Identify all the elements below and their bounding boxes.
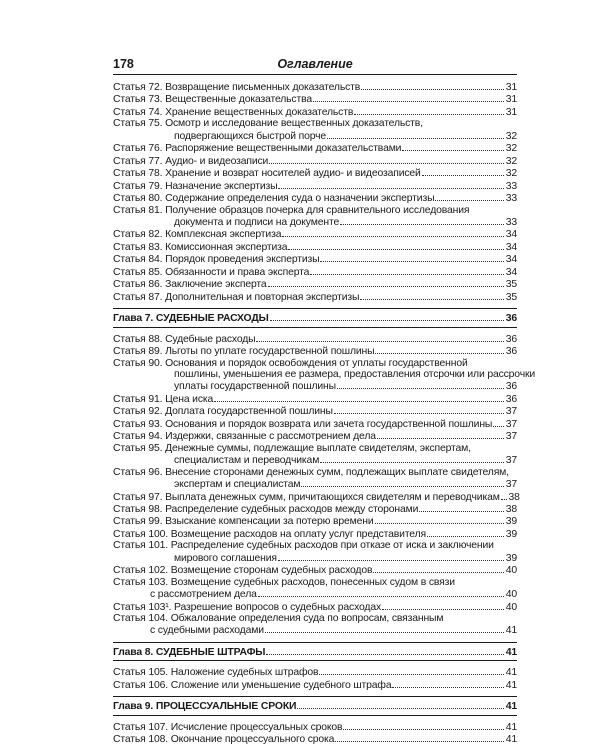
- toc-line-text: Статья 88. Судебные расходы: [113, 333, 256, 345]
- dot-leader: [361, 81, 504, 90]
- toc-line-text: специалистам и переводчикам: [174, 455, 320, 467]
- toc-entry: [113, 679, 517, 691]
- toc-entry: [113, 528, 517, 540]
- toc-page-number: 32: [505, 130, 517, 142]
- dot-leader: [377, 430, 504, 439]
- dot-leader: [354, 106, 504, 115]
- toc-line: [113, 393, 517, 405]
- dot-leader: [214, 393, 504, 402]
- toc-page-number: 41: [505, 667, 517, 679]
- toc-line-text: Статья 89. Льготы по уплате государственной пошлины: [113, 346, 375, 358]
- dot-leader: [288, 241, 504, 250]
- toc-page-number: 31: [505, 94, 517, 106]
- toc-entry: [113, 180, 517, 192]
- toc-entry: [113, 93, 517, 105]
- dot-leader: [278, 552, 504, 561]
- dot-leader: [337, 380, 504, 389]
- dot-leader: [319, 666, 504, 675]
- toc-line-text: Статья 85. Обязанности и права эксперта: [113, 266, 310, 278]
- toc-page-number: 41: [505, 679, 517, 691]
- dot-leader: [266, 646, 504, 655]
- toc-line-text: Статья 105. Наложение судебных штрафов: [113, 667, 319, 679]
- toc-line-text: Статья 84. Порядок проведения экспертизы: [113, 254, 320, 266]
- toc-entry: [113, 418, 517, 430]
- toc-line: [113, 478, 517, 490]
- toc-page-number: 37: [505, 406, 517, 418]
- toc-line: [113, 491, 520, 503]
- toc-page-number: 38: [505, 503, 517, 515]
- dot-leader: [493, 418, 504, 427]
- dot-leader: [270, 312, 504, 321]
- toc-line-text: Статья 99. Взыскание компенсации за потерю времени: [113, 516, 374, 528]
- toc-chapter-heading: [113, 308, 517, 327]
- toc-line: [113, 405, 517, 417]
- toc-page-number: 35: [505, 291, 517, 303]
- dot-leader: [310, 266, 504, 275]
- toc-page-number: 32: [505, 143, 517, 155]
- toc-line-text: Статья 104. Обжалование определения суда по вопросам, связанным: [113, 613, 444, 625]
- toc-page-number: 38: [508, 491, 520, 503]
- toc-line: [113, 278, 517, 290]
- toc-page-number: 41: [505, 734, 517, 746]
- dot-leader: [269, 155, 504, 164]
- toc-entry: [113, 601, 517, 613]
- toc-page-number: 36: [505, 346, 517, 358]
- toc-line-text: Статья 79. Назначение экспертизы: [113, 180, 278, 192]
- toc-line-text: уплаты государственной пошлины: [174, 381, 336, 393]
- toc-line: [113, 180, 517, 192]
- toc-line: [113, 253, 517, 265]
- toc-entry: [113, 515, 517, 527]
- dot-leader: [340, 216, 504, 225]
- toc-entry: [113, 253, 517, 265]
- toc-page-number: 40: [505, 601, 517, 613]
- toc-line-text: Статья 78. Хранение и возврат носителей аудио- и видеозаписей: [113, 168, 421, 180]
- toc-line: [113, 646, 517, 658]
- toc-line-text: документа и подписи на документе: [174, 216, 340, 228]
- toc-line-text: Статья 98. Распределение судебных расходов между сторонами: [113, 503, 419, 515]
- dot-leader: [419, 503, 504, 512]
- toc-line-text: Глава 8. СУДЕБНЫЕ ШТРАФЫ: [113, 646, 266, 658]
- toc-page-number: 36: [505, 333, 517, 345]
- dot-leader: [373, 564, 504, 573]
- dot-leader: [435, 192, 504, 201]
- toc-page-number: 33: [505, 193, 517, 205]
- toc-line-text: Статья 94. Издержки, связанные с рассмотрением дела: [113, 431, 376, 443]
- toc-page-number: 37: [505, 479, 517, 491]
- dot-leader: [258, 588, 504, 597]
- toc-line-text: Статья 95. Денежные суммы, подлежащие выплате свидетелям, экспертам,: [113, 442, 471, 454]
- page-number: 178: [113, 57, 134, 71]
- dot-leader: [320, 454, 504, 463]
- toc-line: [113, 528, 517, 540]
- table-of-contents: [113, 81, 536, 746]
- toc-line: [113, 666, 517, 678]
- dot-leader: [268, 278, 505, 287]
- toc-entry: [113, 345, 517, 357]
- dot-leader: [335, 733, 504, 742]
- dot-leader: [282, 228, 504, 237]
- toc-line: [113, 564, 517, 576]
- toc-entry: [113, 503, 517, 515]
- toc-page-number: 40: [505, 589, 517, 601]
- toc-line-text: Статья 102. Возмещение сторонам судебных расходов: [113, 565, 373, 577]
- toc-line: [113, 93, 517, 105]
- toc-line: [113, 81, 517, 93]
- toc-line: [113, 333, 517, 345]
- toc-page-number: 32: [505, 155, 517, 167]
- toc-line: [113, 312, 517, 324]
- toc-page-number: 36: [505, 313, 517, 325]
- toc-entry: [113, 443, 517, 467]
- toc-page-number: 31: [505, 82, 517, 93]
- dot-leader: [375, 515, 504, 524]
- toc-line-text: Статья 87. Дополнительная и повторная экспертизы: [113, 291, 360, 303]
- dot-leader: [501, 491, 507, 500]
- toc-page-number: 34: [505, 229, 517, 241]
- toc-line-text: с рассмотрением дела: [150, 589, 257, 601]
- toc-line: [113, 228, 517, 240]
- toc-page-number: 41: [505, 625, 517, 637]
- toc-line: [113, 266, 517, 278]
- toc-page-number: 40: [505, 565, 517, 577]
- toc-line-text: подвергающихся быстрой порче: [174, 130, 327, 142]
- toc-line: [113, 552, 517, 564]
- toc-line-text: мирового соглашения: [174, 552, 277, 564]
- toc-line-text: Статья 93. Основания и порядок возврата или зачета государственной пошлины: [113, 418, 493, 430]
- toc-entry: [113, 721, 517, 733]
- toc-entry: [113, 205, 517, 229]
- dot-leader: [422, 167, 504, 176]
- toc-line-text: Статья 108. Окончание процессуального срока: [113, 734, 335, 746]
- toc-entry: [113, 106, 517, 118]
- toc-line: [113, 418, 517, 430]
- toc-page-number: 34: [505, 241, 517, 253]
- toc-page-number: 36: [505, 393, 517, 405]
- toc-page-number: 34: [505, 254, 517, 266]
- dot-leader: [265, 624, 504, 633]
- toc-entry: [113, 467, 517, 491]
- toc-line-text: Статья 103. Возмещение судебных расходов, понесенных судом в связи: [113, 576, 455, 588]
- toc-line-text: Статья 86. Заключение эксперта: [113, 279, 267, 291]
- toc-entry: [113, 118, 517, 142]
- toc-entry: [113, 241, 517, 253]
- toc-line-text: с судебными расходами: [150, 625, 264, 637]
- toc-line-text: Статья 77. Аудио- и видеозаписи: [113, 155, 269, 167]
- toc-line-text: Статья 81. Получение образцов почерка для сравнительного исследования: [113, 204, 470, 216]
- toc-entry: [113, 666, 517, 678]
- toc-line: [113, 515, 517, 527]
- toc-entry: [113, 564, 517, 576]
- toc-page-number: 39: [505, 516, 517, 528]
- toc-line-text: Статья 103¹. Разрешение вопросов о судебных расходах: [113, 601, 382, 613]
- dot-leader: [313, 93, 504, 102]
- toc-page-number: 33: [505, 180, 517, 192]
- toc-line: [113, 733, 517, 745]
- toc-entry: [113, 81, 517, 93]
- toc-line: [113, 167, 517, 179]
- toc-entry: [113, 613, 517, 637]
- toc-line-text: Статья 96. Внесение сторонами денежных сумм, подлежащих выплате свидетелям,: [113, 466, 509, 478]
- toc-entry: [113, 192, 517, 204]
- toc-line-text: Статья 83. Комиссионная экспертиза: [113, 241, 288, 253]
- toc-line-text: Статья 73. Вещественные доказательства: [113, 94, 312, 106]
- toc-chapter-heading: [113, 696, 517, 715]
- dot-leader: [343, 721, 504, 730]
- toc-line: [113, 155, 517, 167]
- toc-line-text: экспертам и специалистам: [174, 479, 301, 491]
- toc-line: [113, 291, 517, 303]
- toc-line: [113, 679, 517, 691]
- dot-leader: [278, 180, 504, 189]
- toc-line: [113, 601, 517, 613]
- toc-line-text: Статья 92. Доплата государственной пошлины: [113, 406, 333, 418]
- toc-entry: [113, 430, 517, 442]
- dot-leader: [427, 528, 504, 537]
- dot-leader: [375, 345, 504, 354]
- dot-leader: [382, 601, 504, 610]
- dot-leader: [334, 405, 504, 414]
- toc-line: [113, 241, 517, 253]
- toc-page-number: 37: [505, 431, 517, 443]
- toc-entry: [113, 167, 517, 179]
- toc-page-number: 39: [505, 528, 517, 540]
- toc-entry: [113, 393, 517, 405]
- toc-line-text: Статья 76. Распоряжение вещественными доказательствами: [113, 143, 402, 155]
- dot-leader: [297, 700, 504, 709]
- toc-entry: [113, 266, 517, 278]
- toc-line-text: Статья 90. Основания и порядок освобождения от уплаты государственной: [113, 357, 468, 369]
- toc-line-text: Статья 74. Хранение вещественных доказательств: [113, 106, 354, 118]
- toc-entry: [113, 155, 517, 167]
- toc-line-text: Статья 80. Содержание определения суда о назначении экспертизы: [113, 193, 435, 205]
- toc-chapter-heading: [113, 642, 517, 661]
- toc-entry: [113, 291, 517, 303]
- toc-page-number: 37: [505, 455, 517, 467]
- toc-line: [113, 216, 517, 228]
- dot-leader: [360, 291, 504, 300]
- toc-line-text: Статья 97. Выплата денежных сумм, причитающихся свидетелям и переводчикам: [113, 491, 500, 503]
- page-header: [113, 56, 517, 75]
- toc-line: [113, 721, 517, 733]
- dot-leader: [392, 679, 504, 688]
- toc-line: [113, 380, 517, 392]
- dot-leader: [402, 142, 504, 151]
- toc-entry: [113, 733, 517, 745]
- toc-page-number: 41: [505, 721, 517, 733]
- toc-line-text: Статья 100. Возмещение расходов на оплату услуг представителя: [113, 528, 426, 540]
- toc-entry: [113, 491, 520, 503]
- toc-line-text: Статья 75. Осмотр и исследование вещественных доказательств,: [113, 118, 423, 130]
- toc-line-text: пошлины, уменьшения ее размера, предоставления отсрочки или рассрочки: [174, 368, 536, 380]
- toc-line: [113, 142, 517, 154]
- dot-leader: [327, 130, 504, 139]
- toc-entry: [113, 278, 517, 290]
- toc-line-text: Статья 107. Исчисление процессуальных сроков: [113, 721, 343, 733]
- toc-page-number: 37: [505, 418, 517, 430]
- toc-page-number: 41: [505, 701, 517, 713]
- toc-entry: [113, 228, 517, 240]
- toc-line: [113, 106, 517, 118]
- toc-entry: [113, 405, 517, 417]
- toc-line: [113, 503, 517, 515]
- toc-entry: [113, 333, 517, 345]
- toc-line-text: Статья 82. Комплексная экспертиза: [113, 229, 282, 241]
- toc-line-text: Статья 91. Цена иска: [113, 393, 214, 405]
- toc-line: [113, 624, 517, 636]
- toc-line-text: Статья 106. Сложение или уменьшение судебного штрафа: [113, 679, 392, 691]
- dot-leader: [320, 253, 504, 262]
- toc-line-text: Глава 9. ПРОЦЕССУАЛЬНЫЕ СРОКИ: [113, 701, 297, 713]
- running-title: Оглавление: [277, 57, 353, 71]
- toc-line: [113, 454, 517, 466]
- toc-line: [113, 192, 517, 204]
- toc-entry: [113, 142, 517, 154]
- toc-page-number: 41: [505, 646, 517, 658]
- toc-page-number: 36: [505, 381, 517, 393]
- toc-line: [113, 430, 517, 442]
- toc-page-number: 33: [505, 216, 517, 228]
- dot-leader: [256, 333, 504, 342]
- toc-page-number: 35: [505, 279, 517, 291]
- toc-line-text: Глава 7. СУДЕБНЫЕ РАСХОДЫ: [113, 313, 269, 325]
- toc-line: [113, 700, 517, 712]
- toc-line-text: Статья 72. Возвращение письменных доказательств: [113, 82, 361, 93]
- dot-leader: [301, 478, 504, 487]
- toc-line: [113, 588, 517, 600]
- toc-page-number: 31: [505, 106, 517, 118]
- toc-page-number: 34: [505, 266, 517, 278]
- toc-line: [113, 345, 517, 357]
- toc-page-number: 32: [505, 168, 517, 180]
- toc-entry: [113, 577, 517, 601]
- toc-entry: [113, 357, 536, 393]
- toc-line-text: Статья 101. Распределение судебных расходов при отказе от иска и заключении: [113, 540, 494, 552]
- toc-page-number: 39: [505, 552, 517, 564]
- toc-entry: [113, 540, 517, 564]
- toc-line: [113, 130, 517, 142]
